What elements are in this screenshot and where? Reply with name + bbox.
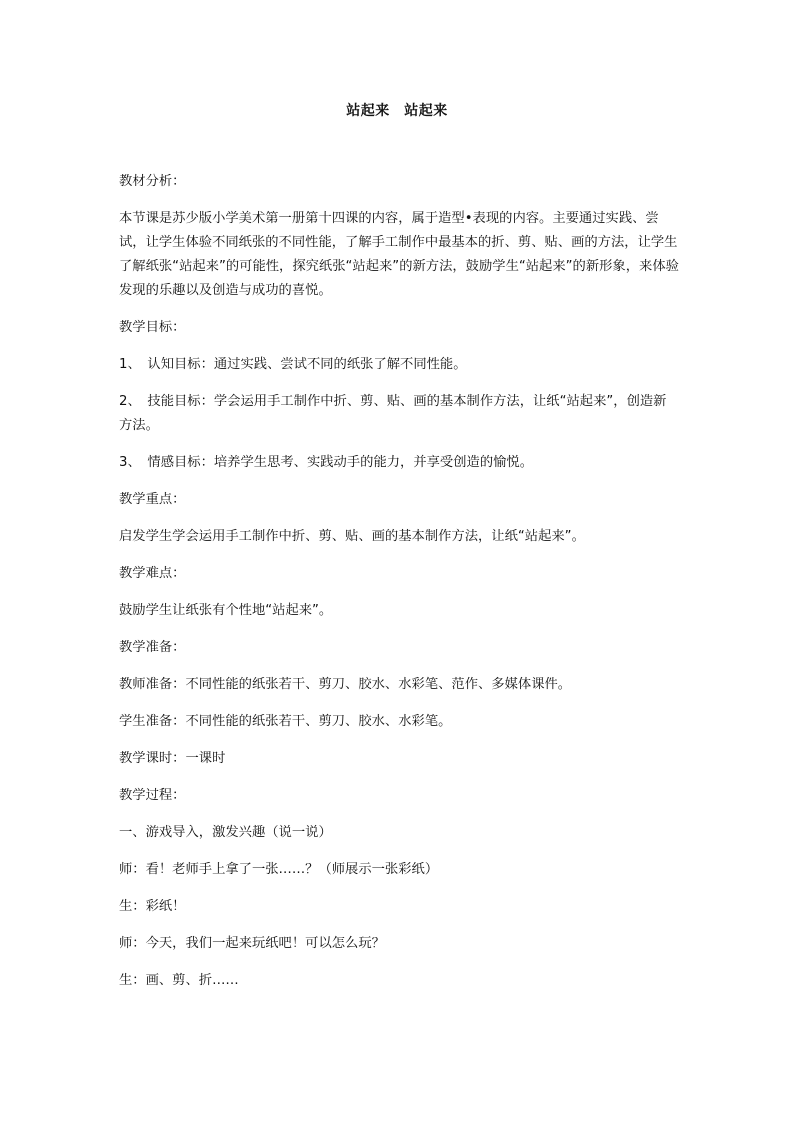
paragraph-lesson-hours: 教学课时：一课时 <box>119 751 226 766</box>
paragraph-key-points: 启发学生学会运用手工制作中折、剪、贴、画的基本制作方法，让纸“站起来”。 <box>119 529 585 544</box>
dialogue-line: 生：画、剪、折…… <box>119 973 239 988</box>
section-heading-difficulties: 教学难点： <box>119 566 186 581</box>
dialogue-line: 师：今天，我们一起来玩纸吧！可以怎么玩？ <box>119 936 385 951</box>
process-step-1: 一、游戏导入，激发兴趣（说一说） <box>119 825 332 840</box>
dialogue-line: 师：看！老师手上拿了一张……？（师展示一张彩纸） <box>119 862 439 877</box>
paragraph-material-analysis: 本节课是苏少版小学美术第一册第十四课的内容，属于造型•表现的内容。主要通过实践、尝试，让学生体验不同纸张的不同性能，了解手工制作中最基本的折、剪、贴、画的方法，让学生了解纸张“站起来”的可能性，探究纸张“站起来”的新方法，鼓励学生“站起来”的新形象，来体验发现的乐趣以及创造与成功的喜悦。 <box>119 211 679 298</box>
goal-emotional: 3、 情感目标：培养学生思考、实践动手的能力，并享受创造的愉悦。 <box>119 455 534 470</box>
paragraph-teacher-preparation: 教师准备：不同性能的纸张若干、剪刀、胶水、水彩笔、范作、多媒体课件。 <box>119 677 572 692</box>
paragraph-student-preparation: 学生准备：不同性能的纸张若干、剪刀、胶水、水彩笔。 <box>119 714 452 729</box>
section-heading-key-points: 教学重点： <box>119 492 186 507</box>
goal-cognitive: 1、 认知目标：通过实践、尝试不同的纸张了解不同性能。 <box>119 357 467 372</box>
section-heading-preparation: 教学准备： <box>119 640 186 655</box>
document-body <box>119 170 679 1006</box>
dialogue-line: 生：彩纸！ <box>119 899 186 914</box>
section-heading-material-analysis: 教材分析： <box>119 174 186 189</box>
paragraph-difficulties: 鼓励学生让纸张有个性地“站起来”。 <box>119 603 333 618</box>
section-heading-process: 教学过程： <box>119 788 186 803</box>
section-heading-teaching-goals: 教学目标： <box>119 320 186 335</box>
goal-skill: 2、 技能目标：学会运用手工制作中折、剪、贴、画的基本制作方法，让纸“站起来”，创造新方法。 <box>119 394 667 433</box>
document-title: 站起来 站起来 <box>346 103 448 119</box>
